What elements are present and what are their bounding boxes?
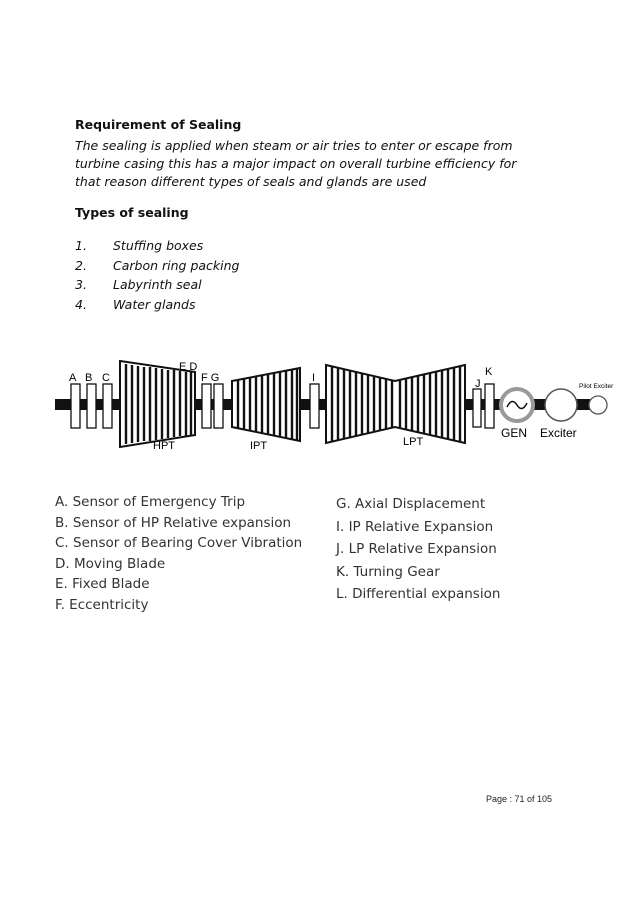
list-number: 2. [75,257,87,273]
legend-right [336,496,500,609]
label-k: K [485,366,493,378]
bearing-c [103,384,112,428]
types-heading: Types of sealing [75,205,189,220]
bearing-g [214,384,223,428]
bearing-a [71,384,80,428]
list-text: Stuffing boxes [113,238,204,253]
paragraph-line: turbine casing this has a major impact on overall turbine efficiency for [75,156,517,171]
types-list [75,238,239,316]
label-ipt: IPT [250,440,268,452]
legend-item: D. Moving Blade [55,555,166,572]
bearing-i [310,384,319,428]
list-number: 4. [75,296,87,312]
label-hpt: HPT [153,440,175,452]
legend-item: C. Sensor of Bearing Cover Vibration [55,535,303,551]
pilot-exciter [589,396,607,414]
legend-item: G. Axial Displacement [336,496,486,512]
bearing-k [485,384,494,428]
legend-left [55,494,302,617]
label-b: B [85,372,93,384]
legend-item: K. Turning Gear [336,563,440,580]
legend-item: F. Eccentricity [55,596,149,613]
list-number: 3. [75,277,87,292]
legend-item: B. Sensor of HP Relative expansion [55,514,292,531]
legend-item: A. Sensor of Emergency Trip [55,494,246,510]
exciter [545,389,577,421]
label-fg: F G [201,372,220,384]
turbine-diagram [55,355,625,460]
list-item [75,258,239,278]
bearing-j [473,389,481,427]
page-number: Page : 71 of 105 [486,794,553,804]
legend-item: L. Differential expansion [336,586,501,602]
legend-item: I. IP Relative Expansion [336,518,494,535]
list-item [75,238,239,258]
list-item [75,277,239,297]
label-exciter: Exciter [540,426,577,440]
label-ed: E D [179,361,198,373]
list-text: Carbon ring packing [113,257,240,273]
label-pilot-exciter: Pilot Exciter [579,383,614,390]
label-gen: GEN [501,426,528,440]
ipt-casing [232,368,300,441]
list-item [75,297,239,317]
list-text: Water glands [113,296,196,312]
requirement-heading: Requirement of Sealing [75,117,242,132]
legend-item: E. Fixed Blade [55,576,150,592]
legend-item: J. LP Relative Expansion [336,541,497,557]
label-j: J [475,378,481,390]
label-i: I [312,372,316,384]
paragraph-line: that reason different types of seals and glands are used [75,174,427,189]
lpt-casing [326,365,465,443]
label-c: C [102,372,110,384]
bearing-b [87,384,96,428]
label-lpt: LPT [403,436,424,448]
paragraph-line: The sealing is applied when steam or air tries to enter or escape from [75,138,513,153]
bearing-f [202,384,211,428]
list-number: 1. [75,238,87,253]
label-a: A [69,372,77,384]
list-text: Labyrinth seal [113,277,202,292]
requirement-paragraph [75,137,575,191]
